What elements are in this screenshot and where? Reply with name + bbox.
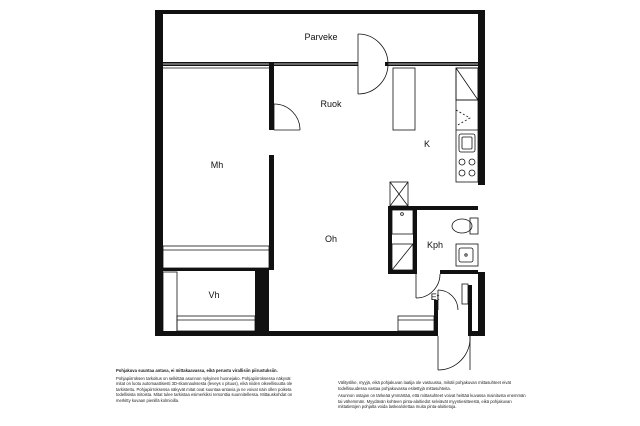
room-label-kitchen: K (423, 139, 431, 149)
room-label-bedroom: Mh (210, 160, 224, 170)
disclaimer-paragraph: Pohjapiirroksen tarkoitus on selkittää asunnon nykyinen huonejako. Pohjapiirroksessa näkyvät mitat on luotu automaattisesti 3D-skannauksesta (leveys x pituus), eikä niiden oikeellisuutta ole tarkistettu. Pohjapiirroksessa näkyvät mitat ovat suuntaa-antavia ja ne voivat näin ollen poiketa todellisista mitoista. Mitat tulee tarkistaa esimerkiksi remonttia suunnitellessa. Mittauskohdat on merkitty kuvaan pienillä kolmioilla. (116, 375, 293, 403)
balcony-door (358, 34, 388, 94)
room-label-kitchen-dining: Ruok (320, 99, 342, 109)
bedroom-door (274, 104, 300, 130)
room-label-bathroom: Kph (426, 240, 444, 250)
room-label-balcony: Parveke (304, 32, 338, 42)
disclaimer-heading: Pohjakuva suuntaa antava, ei mittakaavassa, eikä perustu virallisiin piirustuksiin. (116, 368, 278, 373)
exterior-walls (155, 10, 485, 336)
disclaimer-right (338, 380, 528, 412)
disclaimer-paragraph: Asunnon ostajan on tärkeää ymmärtää, että mittasuhteet voivat heittää kuvassa mainitusta enemmän tai vähemmän. Myydävän kohteen pinta-ala/tiedot selviävät myyntiesitteestä, eikä pohjakuvan mittatietojen pohjalta voida laskea/olettaa muita pinta-aloitietoja. (338, 393, 526, 410)
disclaimer-left (116, 368, 296, 406)
closet-shelf (177, 316, 255, 331)
disclaimer-paragraph: Välityslike, myyjä, eikä pohjakuvan laatija ole vastuussa, mikäli pohjakuvan mittasuhteet eivät todellisuudessa vastaa pohjakuvassa esitettyjä mittasuhteita. (338, 380, 511, 391)
room-label-entry-hall: Et (430, 292, 440, 302)
wardrobe (163, 246, 269, 268)
balcony-wall (163, 62, 478, 68)
room-label-walk-in-closet: Vh (208, 290, 220, 300)
entrance-door (438, 336, 470, 370)
room-label-living-room: Oh (324, 234, 338, 244)
kitchen-counter (390, 68, 478, 206)
